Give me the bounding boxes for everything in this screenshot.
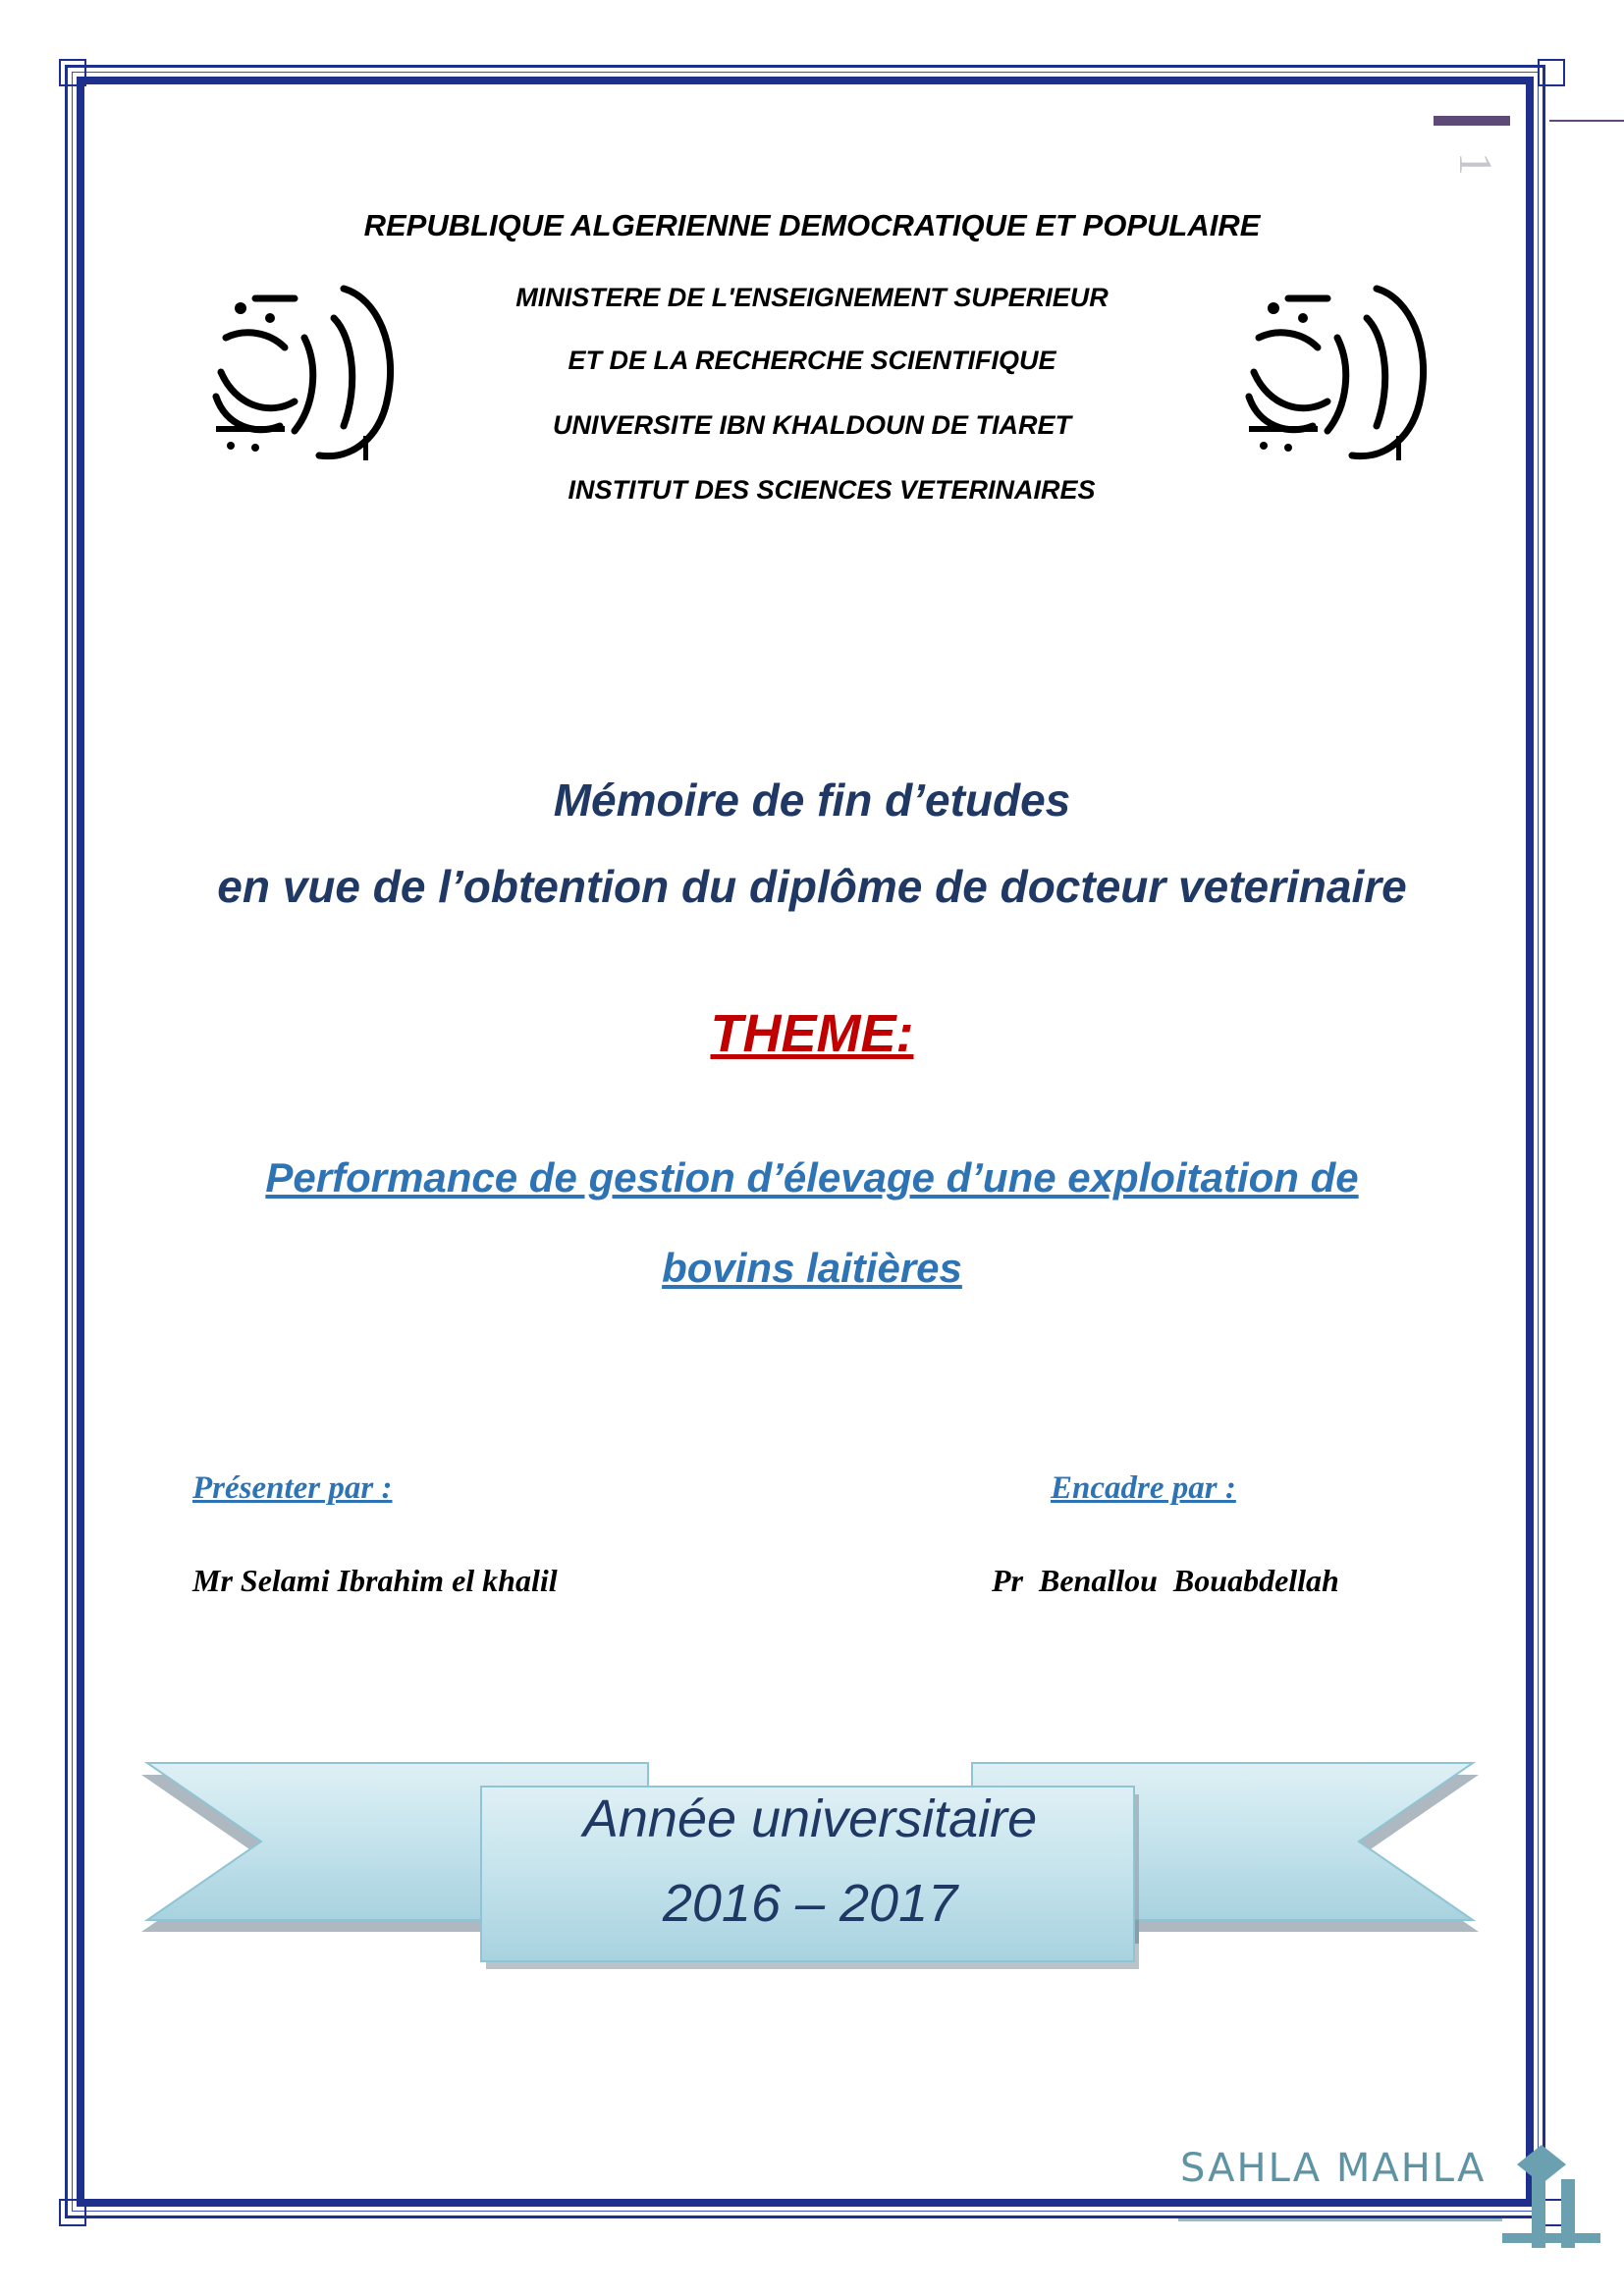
page-number: 1 <box>1449 152 1501 176</box>
ministry-line-2: ET DE LA RECHERCHE SCIENTIFIQUE <box>568 346 1056 375</box>
memoire-title-line-1: Mémoire de fin d’etudes <box>553 774 1071 826</box>
student-name: Mr Selami Ibrahim el khalil <box>192 1563 558 1598</box>
border-corner-top-left <box>59 59 86 86</box>
memoire-title-line-2: en vue de l’obtention du diplôme de docteur veterinaire <box>217 861 1407 912</box>
theme-label: THEME: <box>710 1004 914 1063</box>
border-corner-top-right <box>1538 59 1565 86</box>
academic-year-label: Année universitaire <box>582 1789 1038 1848</box>
university-logo-left <box>196 279 403 465</box>
university-logo-right <box>1229 279 1435 465</box>
theme-title-line-1: Performance de gestion d’élevage d’une exploitation de <box>265 1154 1359 1201</box>
presented-by-label: Présenter par : <box>192 1470 393 1506</box>
republic-header: REPUBLIQUE ALGERIENNE DEMOCRATIQUE ET POPULAIRE <box>363 208 1261 242</box>
supervisor-name: Pr Benallou Bouabdellah <box>992 1563 1339 1598</box>
university-name: UNIVERSITE IBN KHALDOUN DE TIARET <box>552 410 1072 440</box>
institute-name: INSTITUT DES SCIENCES VETERINAIRES <box>568 475 1096 505</box>
academic-year-value: 2016 – 2017 <box>662 1874 958 1933</box>
year-ribbon-banner <box>137 1737 1483 1973</box>
border-corner-bottom-left <box>59 2199 86 2226</box>
ministry-line-1: MINISTERE DE L'ENSEIGNEMENT SUPERIEUR <box>515 283 1109 312</box>
supervised-by-label: Encadre par : <box>1051 1470 1236 1506</box>
watermark-brand-text: SAHLA MAHLA <box>1180 2146 1487 2191</box>
page-number-rule <box>1549 120 1624 122</box>
page-number-tab <box>1434 116 1510 126</box>
theme-title-line-2: bovins laitières <box>662 1245 962 1291</box>
